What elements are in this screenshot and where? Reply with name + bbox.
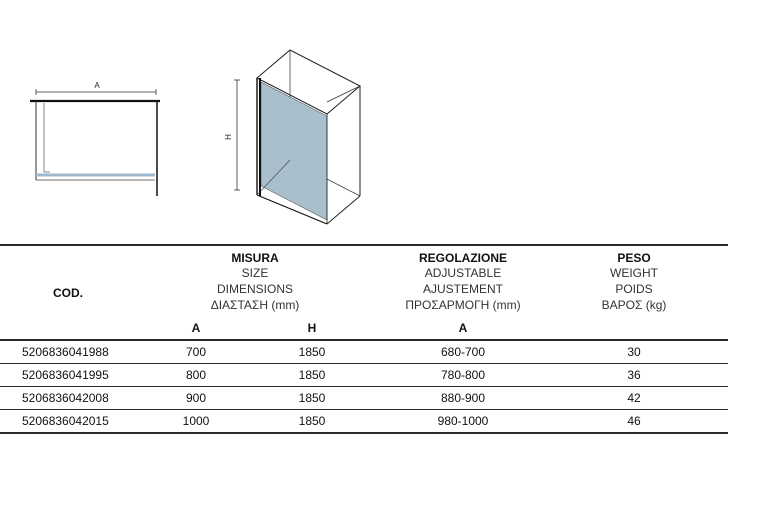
size-title: MISURA [231, 251, 279, 265]
row-size-h: 1850 [298, 345, 326, 359]
code-header: COD. [53, 286, 83, 300]
row-rule [0, 409, 728, 410]
header-rule [0, 339, 728, 341]
weight-line-1: WEIGHT [610, 266, 658, 280]
plan-view [30, 81, 160, 196]
adjust-title: REGOLAZIONE [418, 251, 507, 265]
size-col-h: H [307, 321, 317, 335]
row-rule [0, 363, 728, 364]
size-line-2: DIMENSIONS [216, 282, 293, 296]
row-weight: 46 [627, 414, 641, 428]
row-size-a: 1000 [182, 414, 210, 428]
row-code: 5206836042015 [22, 414, 109, 428]
row-weight: 36 [627, 368, 641, 382]
row-size-a: 800 [185, 368, 207, 382]
weight-title: PESO [617, 251, 651, 265]
height-dimension-label: H [224, 134, 233, 140]
row-weight: 42 [627, 391, 641, 405]
row-adjust: 780-800 [440, 368, 486, 382]
row-size-a: 700 [185, 345, 207, 359]
row-adjust: 880-900 [440, 391, 486, 405]
row-weight: 30 [627, 345, 641, 359]
row-adjust: 680-700 [440, 345, 486, 359]
row-size-h: 1850 [298, 368, 326, 382]
technical-drawing [0, 0, 770, 240]
adjust-col-a: A [458, 321, 468, 335]
plan-dimension-label: A [94, 81, 100, 90]
size-col-a: A [191, 321, 201, 335]
size-line-1: SIZE [241, 266, 269, 280]
row-size-h: 1850 [298, 391, 326, 405]
adjust-line-1: ADJUSTABLE [424, 266, 502, 280]
size-line-3: ΔΙΑΣΤΑΣΗ (mm) [210, 298, 300, 312]
table-bottom-rule [0, 432, 728, 434]
table-top-rule [0, 244, 728, 246]
weight-line-2: POIDS [615, 282, 653, 296]
perspective-view [224, 50, 360, 224]
row-code: 5206836042008 [22, 391, 109, 405]
row-rule [0, 386, 728, 387]
adjust-line-2: AJUSTEMENT [422, 282, 503, 296]
row-size-h: 1850 [298, 414, 326, 428]
row-size-a: 900 [185, 391, 207, 405]
row-adjust: 980-1000 [437, 414, 489, 428]
row-code: 5206836041988 [22, 345, 109, 359]
row-code: 5206836041995 [22, 368, 109, 382]
weight-line-3: ΒΑΡΟΣ (kg) [601, 298, 667, 312]
adjust-line-3: ΠΡΟΣΑΡΜΟΓΗ (mm) [405, 298, 521, 312]
